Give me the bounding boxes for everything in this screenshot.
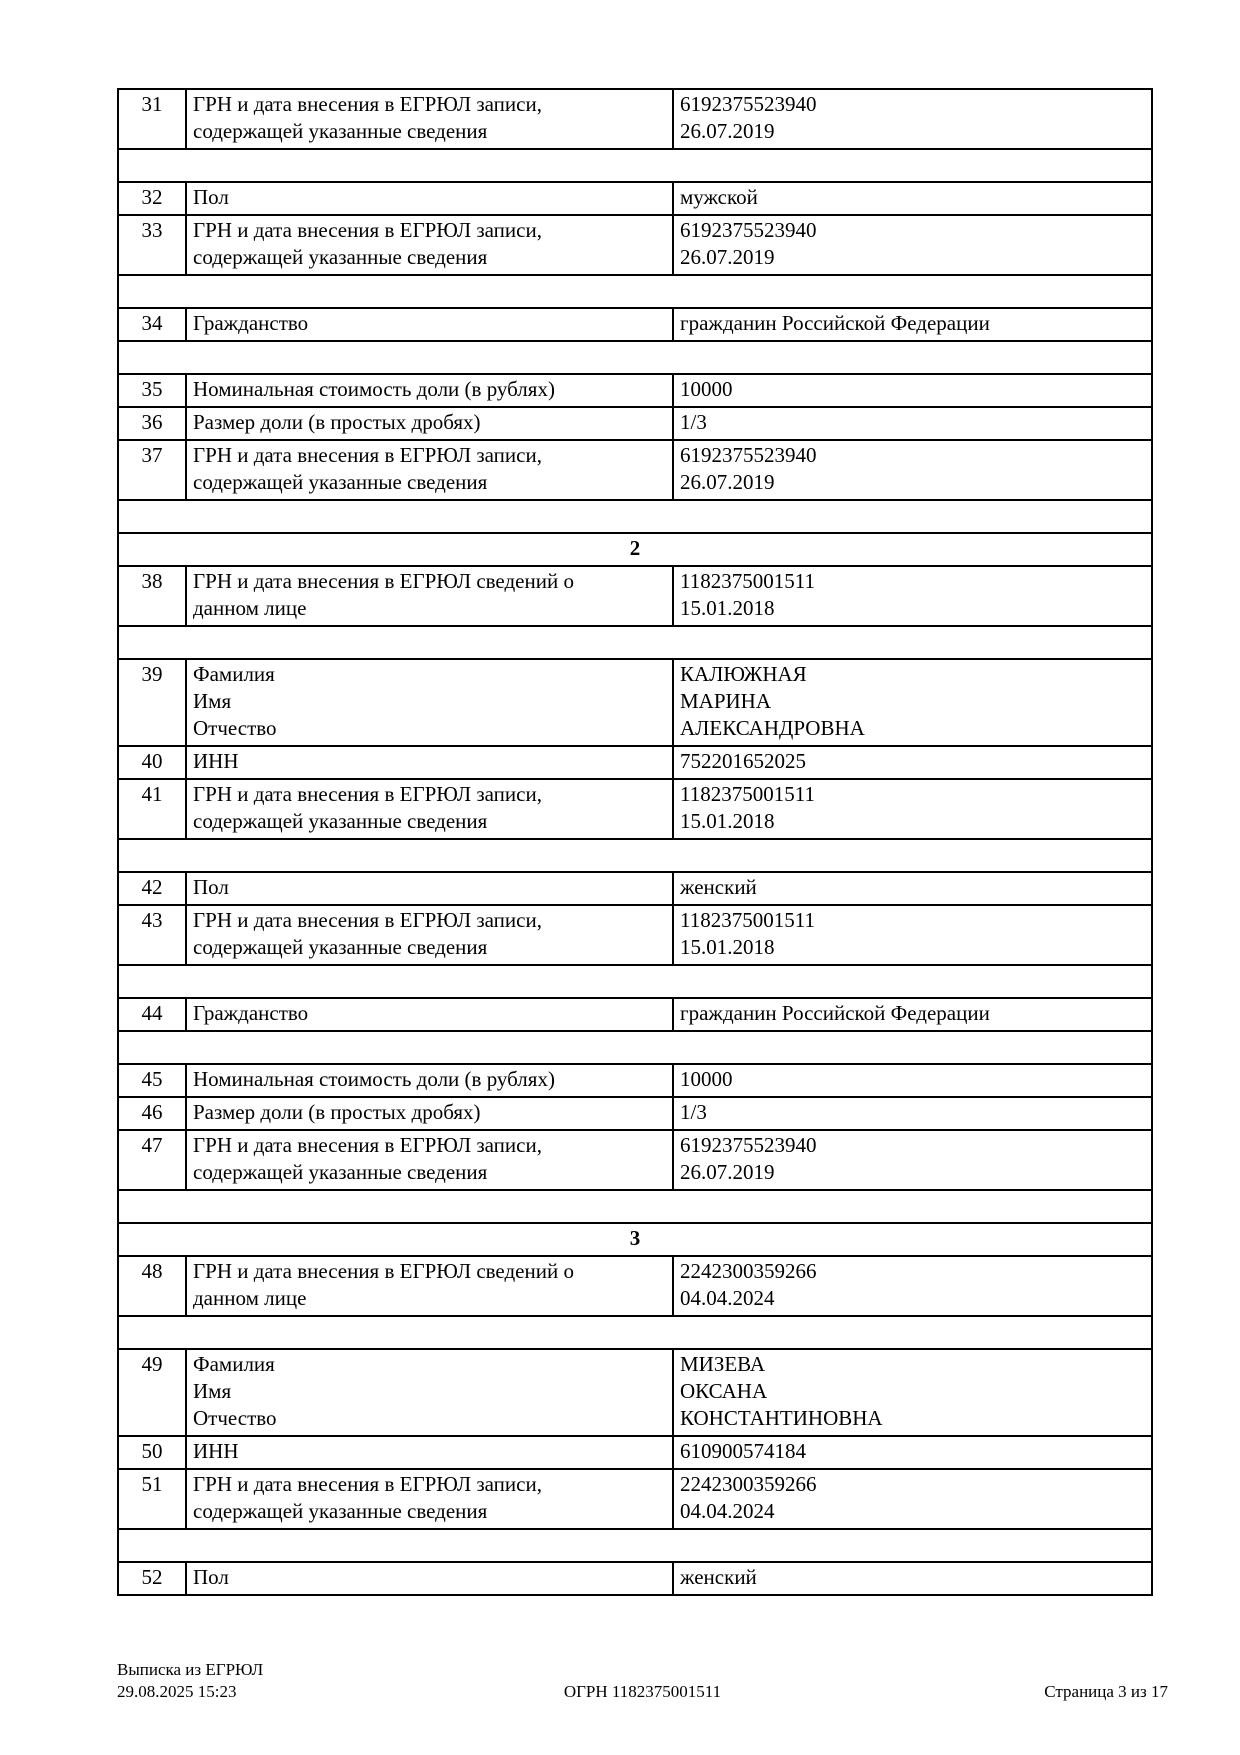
row-value [673,1469,1152,1529]
table-row [118,1436,1152,1469]
value-line: 15.01.2018 [680,596,775,620]
value-line: 26.07.2019 [680,245,775,269]
table-row [118,1256,1152,1316]
value-line: 04.04.2024 [680,1286,775,1310]
label-line: ГРН и дата внесения в ЕГРЮЛ сведений о [193,1259,574,1283]
spacer-cell [118,275,1152,308]
row-label [186,1097,673,1130]
value-line: КОНСТАНТИНОВНА [680,1406,883,1430]
row-label [186,659,673,746]
spacer-row [118,839,1152,872]
spacer-cell [118,965,1152,998]
value-line: МАРИНА [680,689,772,713]
footer-meta-row [117,1681,1168,1703]
label-line: содержащей указанные сведения [193,809,488,833]
label-line: Отчество [193,716,277,740]
label-line: Номинальная стоимость доли (в рублях) [193,377,555,401]
value-line: 2242300359266 [680,1472,817,1496]
table-row [118,746,1152,779]
spacer-cell [118,1529,1152,1562]
label-line: ИНН [193,1439,239,1463]
spacer-row [118,965,1152,998]
table-row [118,407,1152,440]
spacer-cell [118,341,1152,374]
label-line: ГРН и дата внесения в ЕГРЮЛ записи, [193,782,542,806]
value-line: КАЛЮЖНАЯ [680,662,807,686]
spacer-cell [118,1190,1152,1223]
spacer-row [118,500,1152,533]
value-line: МИЗЕВА [680,1352,766,1376]
spacer-cell [118,500,1152,533]
row-number: 32 [118,182,186,215]
label-line: содержащей указанные сведения [193,470,488,494]
row-label [186,1130,673,1190]
row-label [186,1349,673,1436]
spacer-row [118,341,1152,374]
row-number: 45 [118,1064,186,1097]
spacer-row [118,149,1152,182]
row-value [673,1130,1152,1190]
egrul-table [117,88,1153,1596]
label-line: Имя [193,1379,232,1403]
value-line: 1/3 [680,1100,707,1124]
value-line: женский [680,1565,757,1589]
row-label [186,89,673,149]
row-value [673,1064,1152,1097]
row-value [673,998,1152,1031]
label-line: Пол [193,185,229,209]
row-label [186,308,673,341]
label-line: содержащей указанные сведения [193,935,488,959]
row-label [186,746,673,779]
label-line: Имя [193,689,232,713]
label-line: Пол [193,1565,229,1589]
section-header-row [118,533,1152,566]
value-line: 752201652025 [680,749,806,773]
value-line: 1182375001511 [680,908,815,932]
label-line: Фамилия [193,1352,275,1376]
row-value [673,1349,1152,1436]
label-line: ГРН и дата внесения в ЕГРЮЛ записи, [193,218,542,242]
value-line: 26.07.2019 [680,1160,775,1184]
row-label [186,1469,673,1529]
label-line: данном лице [193,596,307,620]
label-line: содержащей указанные сведения [193,1160,488,1184]
table-row [118,998,1152,1031]
footer-ogrn: ОГРН 1182375001511 [563,1682,722,1701]
footer-page-number: Страница 3 из 17 [1044,1682,1168,1701]
row-value [673,1562,1152,1595]
spacer-row [118,1529,1152,1562]
row-number: 47 [118,1130,186,1190]
row-value [673,746,1152,779]
spacer-cell [118,1316,1152,1349]
row-value [673,659,1152,746]
table-row [118,440,1152,500]
value-line: 10000 [680,377,733,401]
row-label [186,215,673,275]
label-line: Отчество [193,1406,277,1430]
label-line: ГРН и дата внесения в ЕГРЮЛ записи, [193,1472,542,1496]
row-value [673,566,1152,626]
table-row [118,1130,1152,1190]
row-number: 39 [118,659,186,746]
row-value [673,374,1152,407]
table-row [118,566,1152,626]
row-number: 41 [118,779,186,839]
row-label [186,1562,673,1595]
footer-timestamp: 29.08.2025 15:23 [117,1682,237,1701]
row-number: 38 [118,566,186,626]
row-number: 46 [118,1097,186,1130]
row-label [186,440,673,500]
table-row [118,905,1152,965]
row-label [186,1256,673,1316]
label-line: Размер доли (в простых дробях) [193,410,481,434]
value-line: 10000 [680,1067,733,1091]
row-number: 31 [118,89,186,149]
table-row [118,872,1152,905]
value-line: 6192375523940 [680,92,817,116]
row-value [673,872,1152,905]
row-number: 37 [118,440,186,500]
row-number: 43 [118,905,186,965]
label-line: ГРН и дата внесения в ЕГРЮЛ сведений о [193,569,574,593]
spacer-row [118,275,1152,308]
row-label [186,872,673,905]
table-row [118,374,1152,407]
label-line: Пол [193,875,229,899]
table-row [118,308,1152,341]
value-line: 15.01.2018 [680,809,775,833]
egrul-table-body [118,89,1152,1595]
spacer-cell [118,1031,1152,1064]
spacer-row [118,626,1152,659]
label-line: ГРН и дата внесения в ЕГРЮЛ записи, [193,1133,542,1157]
row-number: 44 [118,998,186,1031]
row-label [186,407,673,440]
value-line: 04.04.2024 [680,1499,775,1523]
value-line: 15.01.2018 [680,935,775,959]
label-line: содержащей указанные сведения [193,119,488,143]
table-row [118,1562,1152,1595]
spacer-row [118,1190,1152,1223]
label-line: данном лице [193,1286,307,1310]
footer-doc-title: Выписка из ЕГРЮЛ [117,1660,264,1679]
label-line: Гражданство [193,1001,309,1025]
label-line: содержащей указанные сведения [193,245,488,269]
row-value [673,182,1152,215]
value-line: 1/3 [680,410,707,434]
row-label [186,905,673,965]
value-line: 6192375523940 [680,218,817,242]
row-number: 34 [118,308,186,341]
section-header-row [118,1223,1152,1256]
label-line: Размер доли (в простых дробях) [193,1100,481,1124]
table-row [118,182,1152,215]
row-label [186,1064,673,1097]
label-line: Фамилия [193,662,275,686]
value-line: АЛЕКСАНДРОВНА [680,716,865,740]
row-label [186,374,673,407]
table-row [118,659,1152,746]
row-value [673,407,1152,440]
label-line: Гражданство [193,311,309,335]
egrul-records-table [117,88,1153,1596]
label-line: ГРН и дата внесения в ЕГРЮЛ записи, [193,908,542,932]
row-value [673,89,1152,149]
table-row [118,1469,1152,1529]
row-value [673,440,1152,500]
table-row [118,1349,1152,1436]
section-number: 3 [118,1223,1152,1256]
spacer-cell [118,839,1152,872]
row-number: 35 [118,374,186,407]
row-number: 36 [118,407,186,440]
value-line: 1182375001511 [680,569,815,593]
row-number: 40 [118,746,186,779]
row-number: 48 [118,1256,186,1316]
row-label [186,998,673,1031]
label-line: содержащей указанные сведения [193,1499,488,1523]
spacer-row [118,1031,1152,1064]
spacer-cell [118,149,1152,182]
row-number: 42 [118,872,186,905]
table-row [118,779,1152,839]
row-value [673,779,1152,839]
label-line: ИНН [193,749,239,773]
row-label [186,779,673,839]
row-number: 52 [118,1562,186,1595]
row-number: 33 [118,215,186,275]
table-row [118,215,1152,275]
value-line: 1182375001511 [680,782,815,806]
row-label [186,566,673,626]
value-line: 610900574184 [680,1439,806,1463]
row-value [673,1436,1152,1469]
row-value [673,308,1152,341]
value-line: 26.07.2019 [680,470,775,494]
value-line: 6192375523940 [680,1133,817,1157]
value-line: женский [680,875,757,899]
row-value [673,215,1152,275]
row-label [186,1436,673,1469]
section-number: 2 [118,533,1152,566]
row-number: 51 [118,1469,186,1529]
row-value [673,905,1152,965]
spacer-cell [118,626,1152,659]
table-row [118,1097,1152,1130]
label-line: Номинальная стоимость доли (в рублях) [193,1067,555,1091]
table-row [118,89,1152,149]
page-footer [117,1659,1168,1703]
value-line: гражданин Российской Федерации [680,1001,990,1025]
value-line: 2242300359266 [680,1259,817,1283]
spacer-row [118,1316,1152,1349]
value-line: гражданин Российской Федерации [680,311,990,335]
label-line: ГРН и дата внесения в ЕГРЮЛ записи, [193,443,542,467]
row-value [673,1256,1152,1316]
value-line: 6192375523940 [680,443,817,467]
row-value [673,1097,1152,1130]
row-label [186,182,673,215]
value-line: мужской [680,185,758,209]
label-line: ГРН и дата внесения в ЕГРЮЛ записи, [193,92,542,116]
row-number: 49 [118,1349,186,1436]
value-line: 26.07.2019 [680,119,775,143]
table-row [118,1064,1152,1097]
row-number: 50 [118,1436,186,1469]
value-line: ОКСАНА [680,1379,768,1403]
